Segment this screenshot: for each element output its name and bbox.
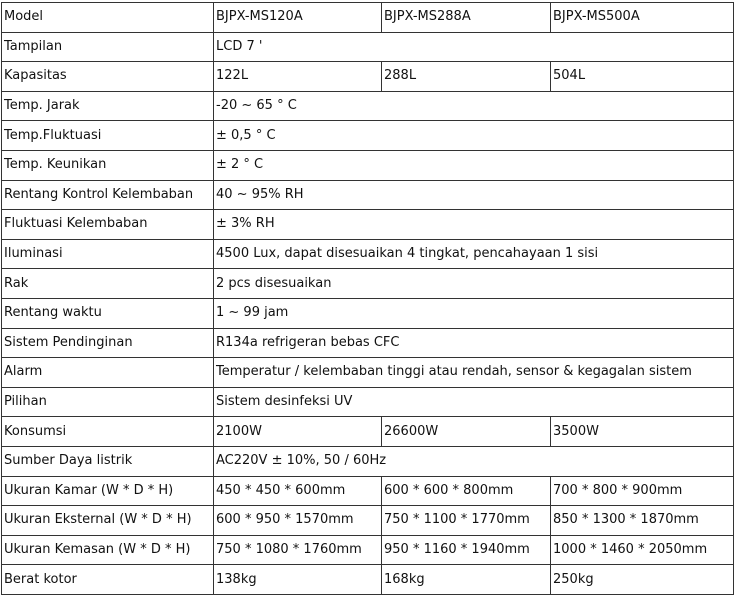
table-row: [2, 150, 734, 180]
table-row: [2, 269, 734, 299]
row-value: 40 ~ 95% RH: [214, 180, 734, 210]
row-value: R134a refrigeran bebas CFC: [214, 328, 734, 358]
row-value: -20 ~ 65 ° C: [214, 91, 734, 121]
table-row: [2, 476, 734, 506]
row-value-model-2: BJPX-MS288A: [382, 3, 551, 33]
row-value-model-1: 450 * 450 * 600mm: [214, 476, 382, 506]
row-value: ± 3% RH: [214, 210, 734, 240]
table-row: [2, 91, 734, 121]
row-value-model-2: 288L: [382, 62, 551, 92]
row-value-model-3: 250kg: [551, 565, 734, 595]
row-value: ± 2 ° C: [214, 150, 734, 180]
row-label: Rentang waktu: [2, 298, 214, 328]
table-row: [2, 446, 734, 476]
row-value: LCD 7 ': [214, 32, 734, 62]
row-label: Fluktuasi Kelembaban: [2, 210, 214, 240]
table-row: [2, 180, 734, 210]
row-label: Sumber Daya listrik: [2, 446, 214, 476]
spec-table-body: [2, 3, 734, 595]
row-value: AC220V ± 10%, 50 / 60Hz: [214, 446, 734, 476]
row-label: Iluminasi: [2, 239, 214, 269]
row-value-model-2: 26600W: [382, 417, 551, 447]
row-value-model-1: 122L: [214, 62, 382, 92]
table-row: [2, 121, 734, 151]
table-row: [2, 210, 734, 240]
row-label: Kapasitas: [2, 62, 214, 92]
row-value-model-2: 600 * 600 * 800mm: [382, 476, 551, 506]
row-value-model-1: BJPX-MS120A: [214, 3, 382, 33]
table-row: [2, 535, 734, 565]
table-row: [2, 32, 734, 62]
row-value-model-3: BJPX-MS500A: [551, 3, 734, 33]
row-label: Model: [2, 3, 214, 33]
table-row: [2, 358, 734, 388]
row-value-model-2: 750 * 1100 * 1770mm: [382, 506, 551, 536]
row-value: ± 0,5 ° C: [214, 121, 734, 151]
row-value: 2 pcs disesuaikan: [214, 269, 734, 299]
row-value-model-3: 1000 * 1460 * 2050mm: [551, 535, 734, 565]
row-label: Konsumsi: [2, 417, 214, 447]
row-label: Ukuran Kamar (W * D * H): [2, 476, 214, 506]
row-value: Temperatur / kelembaban tinggi atau rendah, sensor & kegagalan sistem: [214, 358, 734, 388]
row-label: Ukuran Eksternal (W * D * H): [2, 506, 214, 536]
table-row: [2, 62, 734, 92]
table-row: [2, 565, 734, 595]
table-row: [2, 298, 734, 328]
row-label: Temp. Jarak: [2, 91, 214, 121]
row-label: Pilihan: [2, 387, 214, 417]
row-value-model-3: 850 * 1300 * 1870mm: [551, 506, 734, 536]
row-value-model-2: 950 * 1160 * 1940mm: [382, 535, 551, 565]
row-value-model-3: 3500W: [551, 417, 734, 447]
row-label: Alarm: [2, 358, 214, 388]
row-value-model-1: 2100W: [214, 417, 382, 447]
row-value: 1 ~ 99 jam: [214, 298, 734, 328]
row-value-model-2: 168kg: [382, 565, 551, 595]
row-label: Temp.Fluktuasi: [2, 121, 214, 151]
row-value-model-3: 504L: [551, 62, 734, 92]
table-row: [2, 417, 734, 447]
row-label: Rentang Kontrol Kelembaban: [2, 180, 214, 210]
spec-table: [1, 2, 734, 595]
row-label: Rak: [2, 269, 214, 299]
row-label: Sistem Pendinginan: [2, 328, 214, 358]
row-label: Berat kotor: [2, 565, 214, 595]
row-value-model-1: 138kg: [214, 565, 382, 595]
row-label: Tampilan: [2, 32, 214, 62]
table-row: [2, 239, 734, 269]
table-row: [2, 3, 734, 33]
row-value: 4500 Lux, dapat disesuaikan 4 tingkat, pencahayaan 1 sisi: [214, 239, 734, 269]
row-label: Temp. Keunikan: [2, 150, 214, 180]
table-row: [2, 387, 734, 417]
row-label: Ukuran Kemasan (W * D * H): [2, 535, 214, 565]
table-row: [2, 328, 734, 358]
row-value-model-1: 600 * 950 * 1570mm: [214, 506, 382, 536]
row-value: Sistem desinfeksi UV: [214, 387, 734, 417]
table-row: [2, 506, 734, 536]
row-value-model-3: 700 * 800 * 900mm: [551, 476, 734, 506]
row-value-model-1: 750 * 1080 * 1760mm: [214, 535, 382, 565]
